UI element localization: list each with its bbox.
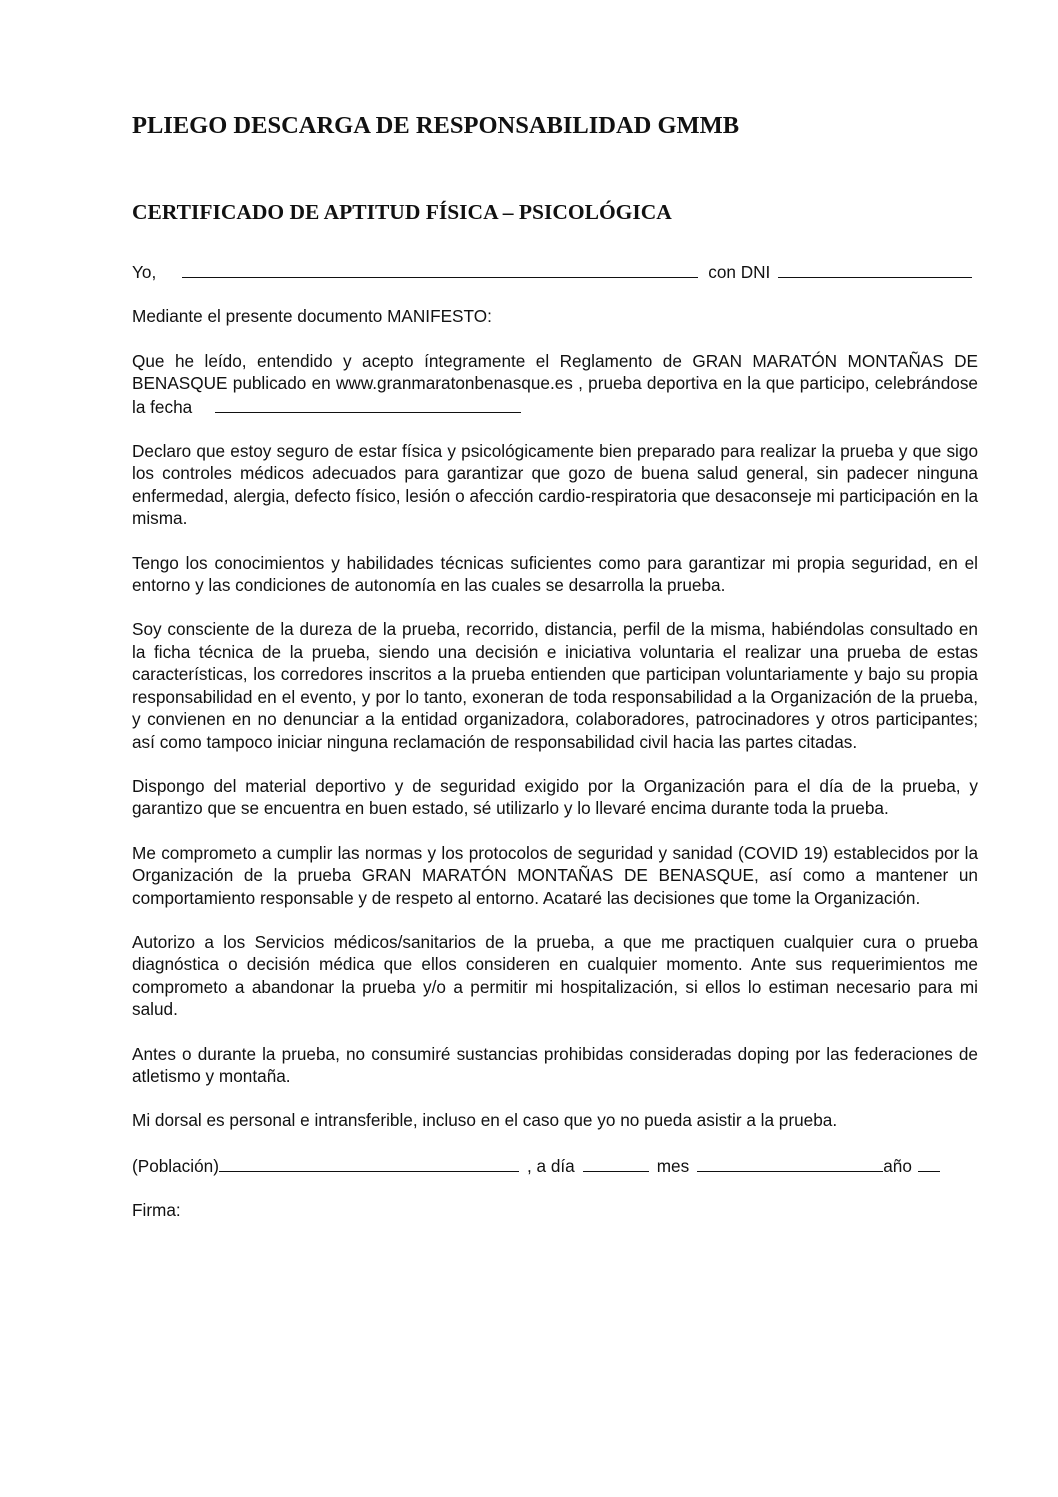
mes-label: mes [656,1155,690,1176]
anio-blank-field[interactable] [918,1154,940,1172]
dia-label: , a día [526,1155,575,1176]
anio-label: año [883,1155,912,1176]
paragraph-conocimientos: Tengo los conocimientos y habilidades técnicas suficientes como para garantizar mi propia seguridad, en el entorno y las condiciones de autonomía en las cuales se desarrolla la prueba. [132,552,978,596]
document-subtitle: CERTIFICADO DE APTITUD FÍSICA – PSICOLÓGICA [132,200,672,224]
poblacion-label: (Población) [132,1155,219,1176]
name-dni-row [132,260,978,283]
document-title: PLIEGO DESCARGA DE RESPONSABILIDAD GMMB [132,112,740,139]
paragraph-reglamento-text: Que he leído, entendido y acepto íntegramente el Reglamento de GRAN MARATÓN MONTAÑAS DE BENASQUE publicado en www.granmaratonbenasque.es , prueba deportiva en la que participo, celebrándose la fecha [132,350,978,417]
dia-blank-field[interactable] [583,1154,649,1172]
date-blank-field[interactable] [215,395,521,413]
dni-label: con DNI [708,262,771,282]
paragraph-aptitud: Declaro que estoy seguro de estar física y psicológicamente bien preparado para realizar la prueba y que sigo los controles médicos adecuados para garantizar que gozo de buena salud general, sin padecer ninguna enfermedad, alergia, defecto físico, lesión o afección cardio-respiratoria que desaconseje mi participación en la misma. [132,441,978,529]
paragraph-material: Dispongo del material deportivo y de seguridad exigido por la Organización para el día de la prueba, y garantizo que se encuentra en buen estado, sé utilizarlo y lo llevaré encima durante toda la prueba. [132,775,978,819]
dni-blank-field[interactable] [778,260,972,278]
firma-label: Firma: [132,1200,181,1221]
poblacion-blank-field[interactable] [219,1154,519,1172]
mes-blank-field[interactable] [697,1154,883,1172]
paragraph-doping: Antes o durante la prueba, no consumiré sustancias prohibidas consideradas doping por las federaciones de atletismo y montaña. [132,1043,978,1086]
name-blank-field[interactable] [182,260,698,278]
place-date-row [132,1154,978,1177]
paragraph-normas: Me comprometo a cumplir las normas y los protocolos de seguridad y sanidad (COVID 19) establecidos por la Organización de la prueba GRAN MARATÓN MONTAÑAS DE BENASQUE, así como a mantener un comportamiento responsable y de respeto al entorno. Acataré las decisiones que tome la Organización. [132,842,978,908]
paragraph-dureza: Soy consciente de la dureza de la prueba, recorrido, distancia, perfil de la misma, habiéndolas consultado en la ficha técnica de la prueba, siendo una decisión e iniciativa voluntaria el realizar una prueba de estas características, los corredores inscritos a la prueba entienden que participan voluntariamente y bajo su propia responsabilidad en el evento, y por lo tanto, exoneran de toda responsabilidad a la Organización de la prueba, y convienen en no denunciar a la entidad organizadora, colaboradores, patrocinadores y otros participantes; así como tampoco iniciar ninguna reclamación de responsabilidad civil hacia las partes citadas. [132,619,978,752]
paragraph-reglamento [132,350,978,418]
document-body [132,110,978,1222]
manifest-text: Mediante el presente documento MANIFESTO: [132,306,492,327]
paragraph-servicios-medicos: Autorizo a los Servicios médicos/sanitarios de la prueba, a que me practiquen cualquier cura o prueba diagnóstica o decisión médica que ellos consideren en cualquier momento. Ante sus requerimientos me comprometo a abandonar la prueba y/o a permitir mi hospitalización, si ellos lo estiman necesario para mi salud. [132,931,978,1020]
paragraph-dorsal: Mi dorsal es personal e intransferible, incluso en el caso que yo no pueda asistir a la prueba. [132,1110,838,1131]
yo-label: Yo, [132,262,157,282]
